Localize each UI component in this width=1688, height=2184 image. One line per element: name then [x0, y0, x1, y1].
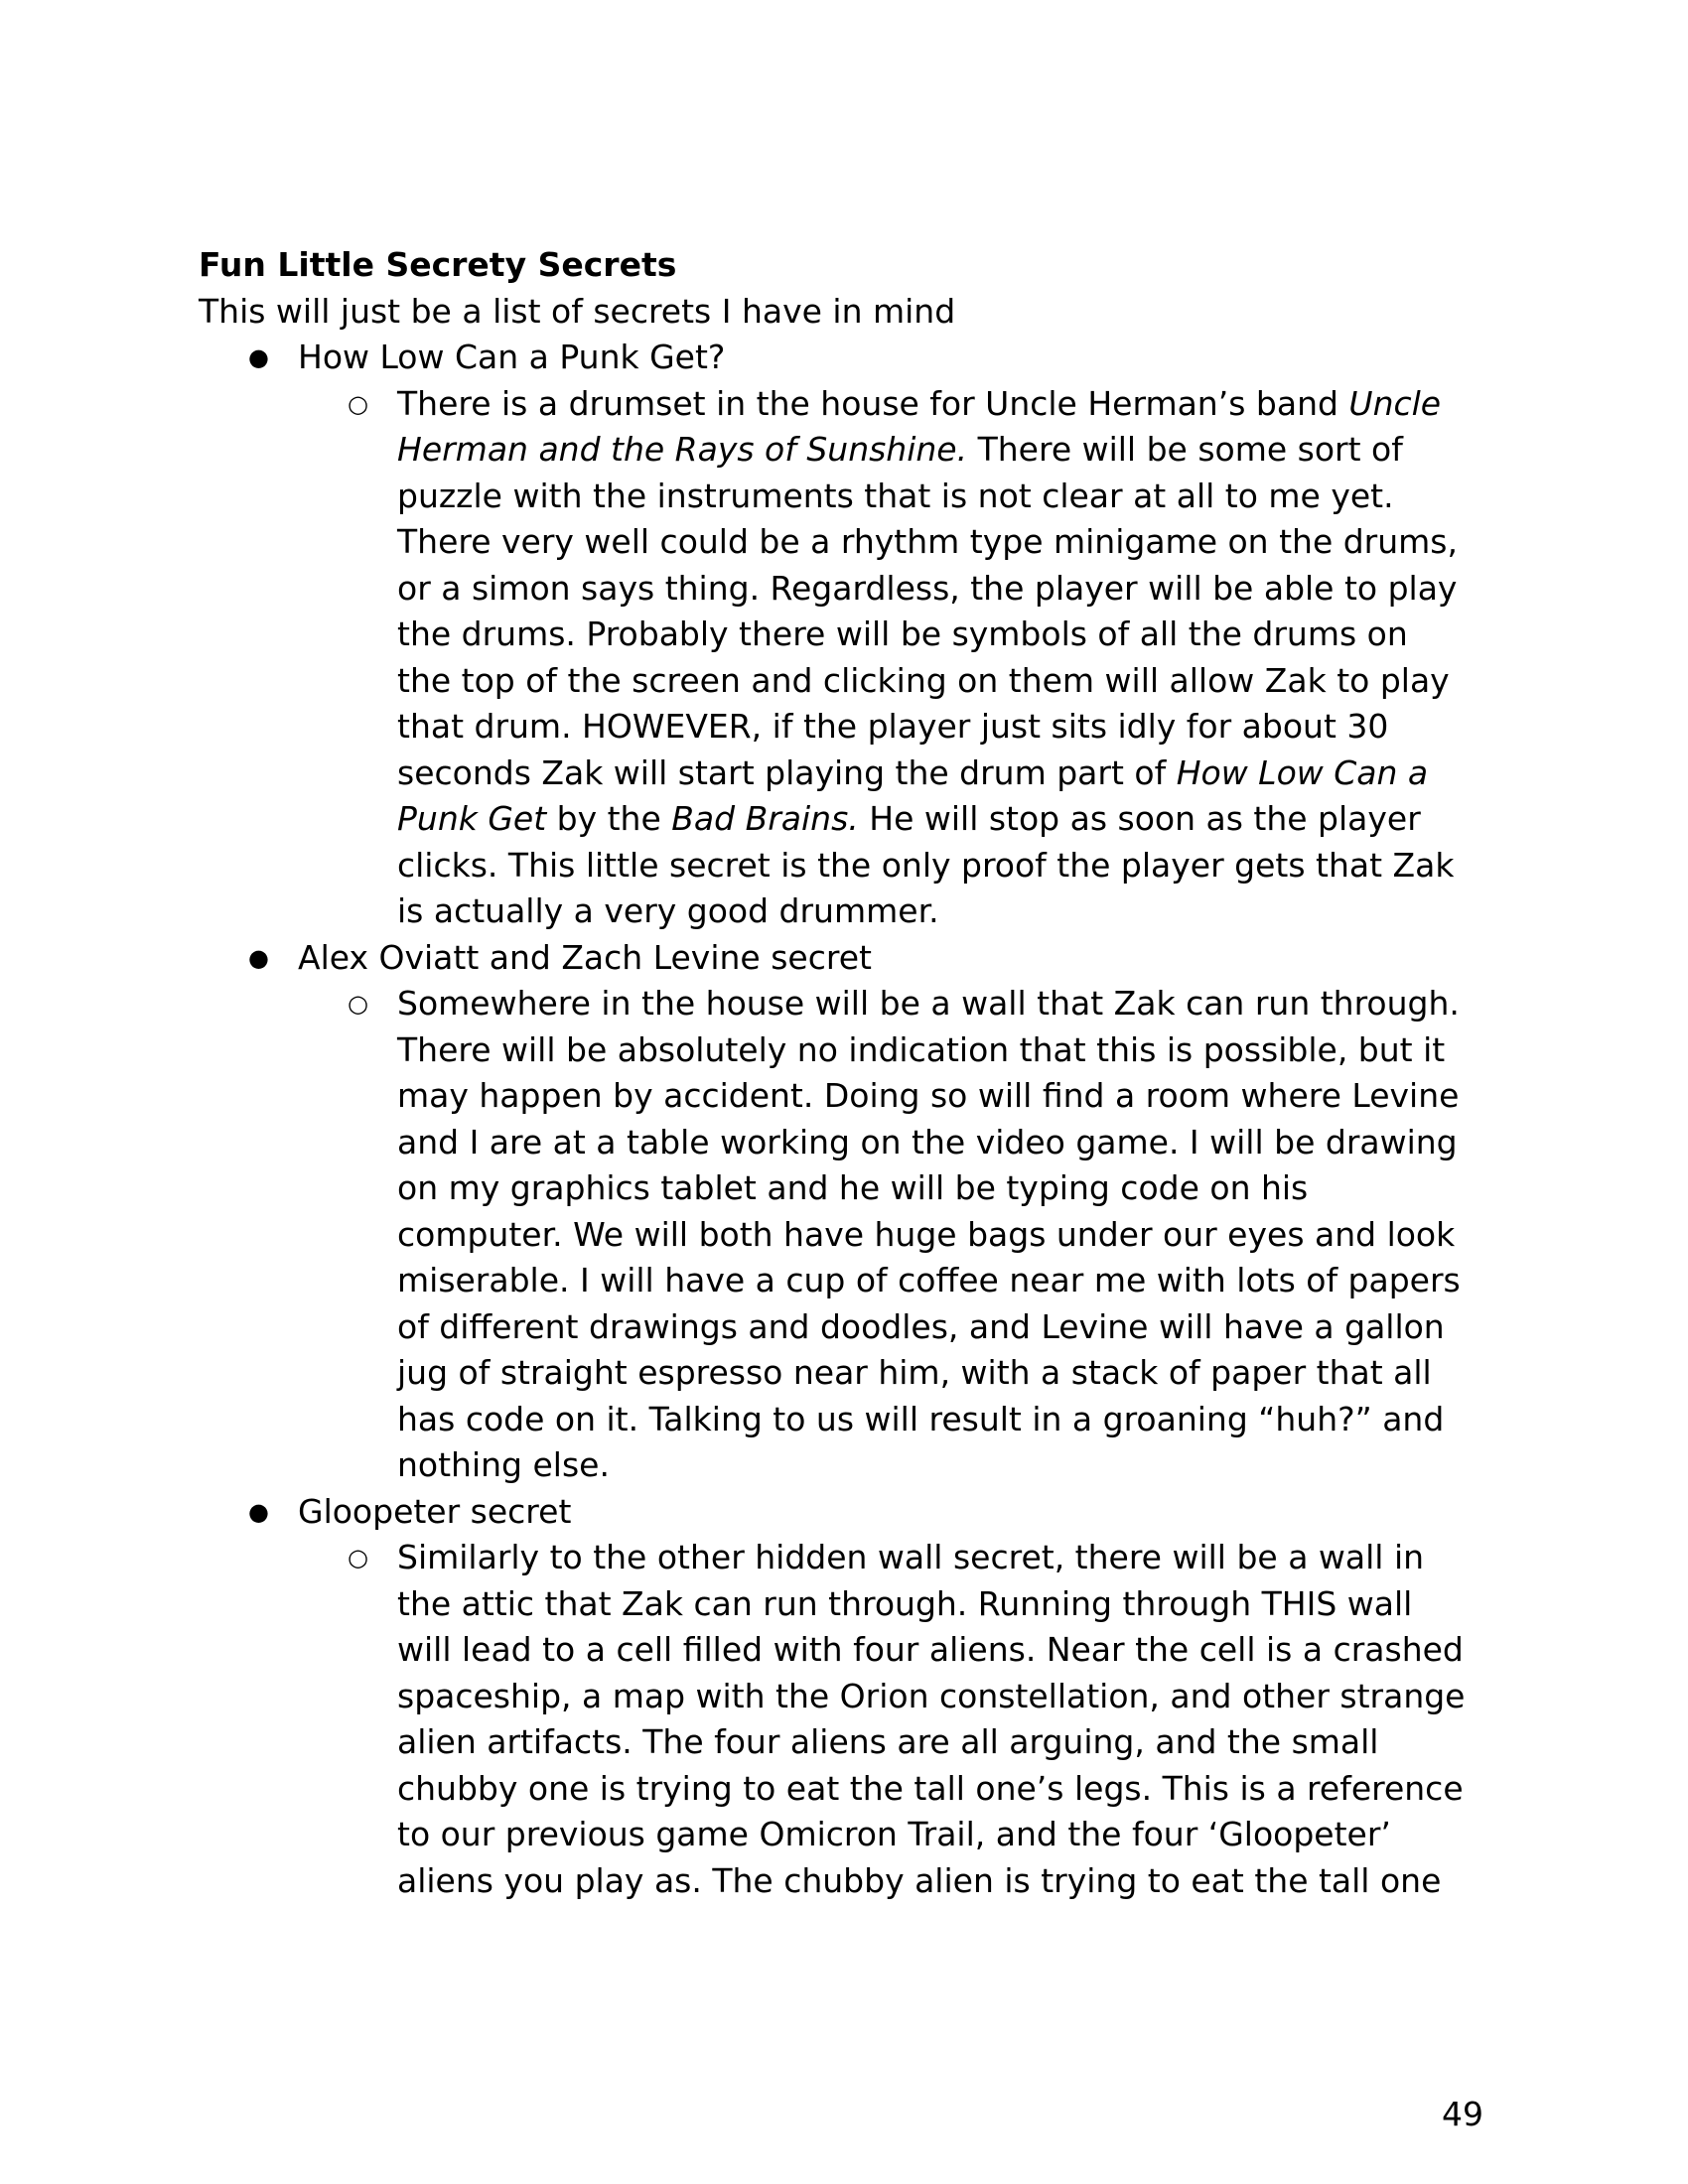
list-item — [199, 335, 1489, 935]
bullet-title: ● Gloopeter secret — [199, 1489, 1489, 1536]
text-line: Punk Get by the Bad Brains. He will stop as soon as the player — [397, 799, 1421, 838]
text-line: ○ Somewhere in the house will be a wall that Zak can run through. — [397, 984, 1460, 1023]
list-item — [199, 935, 1489, 1489]
text-line: that drum. HOWEVER, if the player just sits idly for about 30 — [397, 707, 1389, 746]
bullet-title: ● Alex Oviatt and Zach Levine secret — [199, 935, 1489, 982]
bullet-title: ● How Low Can a Punk Get? — [199, 335, 1489, 381]
text-line: seconds Zak will start playing the drum part of How Low Can a — [397, 752, 1429, 792]
sub-item — [199, 981, 1489, 1489]
text-line: alien artifacts. The four aliens are all arguing, and the small — [397, 1722, 1379, 1761]
text-line: on my graphics tablet and he will be typing code on his — [397, 1168, 1309, 1207]
text-line: of different drawings and doodles, and Levine will have a gallon — [397, 1306, 1445, 1346]
text-line: There will be absolutely no indication that this is possible, but it — [397, 1029, 1446, 1069]
text-line: or a simon says thing. Regardless, the player will be able to play — [397, 568, 1458, 608]
text-line: spaceship, a map with the Orion constellation, and other strange — [397, 1676, 1466, 1715]
list-item — [199, 1489, 1489, 1905]
text-line: will lead to a cell filled with four aliens. Near the cell is a crashed — [397, 1630, 1464, 1669]
sub-item — [199, 381, 1489, 935]
text-line: ○ There is a drumset in the house for Uncle Herman’s band Uncle — [397, 383, 1442, 423]
secrets-list — [199, 335, 1489, 1904]
text-line: computer. We will both have huge bags under our eyes and look — [397, 1214, 1456, 1254]
text-line: chubby one is trying to eat the tall one’s legs. This is a reference — [397, 1768, 1464, 1808]
text-line: has code on it. Talking to us will result in a groaning “huh?” and — [397, 1399, 1445, 1438]
intro-text: This will just be a list of secrets I have in mind — [199, 291, 956, 331]
text-line: the attic that Zak can run through. Running through THIS wall — [397, 1583, 1413, 1623]
text-line: Herman and the Rays of Sunshine. There will be some sort of — [397, 430, 1403, 469]
sub-item — [199, 1535, 1489, 1904]
text-line: the drums. Probably there will be symbols of all the drums on — [397, 614, 1408, 653]
text-line: is actually a very good drummer. — [397, 891, 939, 930]
text-line: jug of straight espresso near him, with a stack of paper that all — [397, 1353, 1432, 1392]
text-line: clicks. This little secret is the only proof the player gets that Zak — [397, 845, 1455, 885]
text-line: miserable. I will have a cup of coffee near me with lots of papers — [397, 1261, 1461, 1299]
text-line: may happen by accident. Doing so will find a room where Levine — [397, 1076, 1460, 1115]
text-line: ○ Similarly to the other hidden wall secret, there will be a wall in — [397, 1538, 1425, 1576]
text-line: the top of the screen and clicking on them will allow Zak to play — [397, 660, 1450, 700]
text-line: to our previous game Omicron Trail, and the four ‘Gloopeter’ — [397, 1815, 1391, 1853]
text-line: and I are at a table working on the video game. I will be drawing — [397, 1122, 1458, 1161]
text-line: puzzle with the instruments that is not clear at all to me yet. — [397, 476, 1394, 515]
text-line: nothing else. — [397, 1445, 610, 1484]
page-number: 49 — [1442, 2095, 1483, 2133]
text-line: There very well could be a rhythm type minigame on the drums, — [397, 522, 1458, 561]
text-line: aliens you play as. The chubby alien is trying to eat the tall one — [397, 1860, 1442, 1900]
section-heading: Fun Little Secrety Secrets — [199, 245, 677, 284]
